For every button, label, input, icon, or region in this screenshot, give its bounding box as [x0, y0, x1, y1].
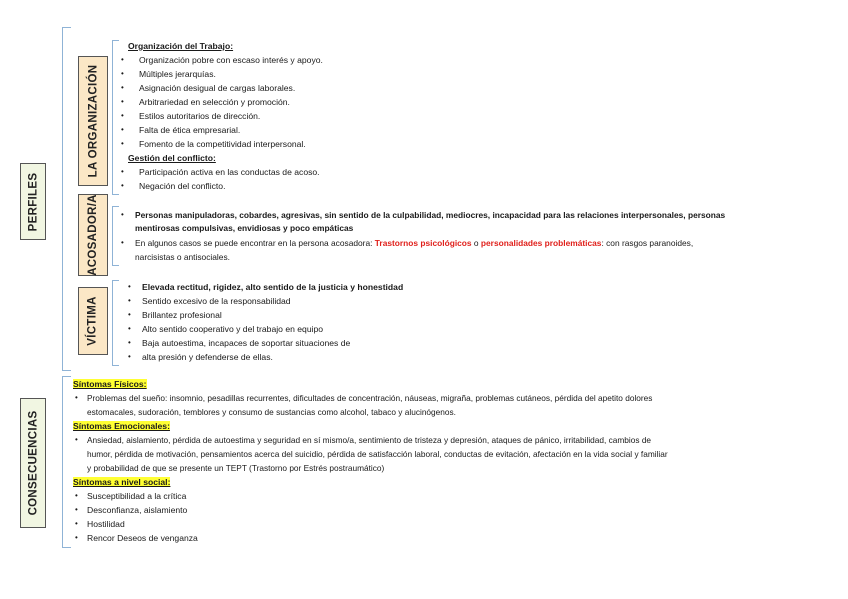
bullet: • [121, 181, 124, 190]
acosador-item-2-post: : con rasgos paranoides, [601, 238, 694, 248]
bullet: • [121, 111, 124, 120]
bullet: • [121, 167, 124, 176]
social-item: Hostilidad [87, 519, 125, 529]
victima-item-continuation: alta presión y defenderse de ellas. [142, 352, 273, 362]
personalidades-problematicas-text: personalidades problemáticas [480, 238, 602, 248]
consecuencias-label: CONSECUENCIAS [27, 410, 40, 516]
organizacion-heading-trabajo: Organización del Trabajo: [128, 41, 234, 51]
emocionales-line3: y probabilidad de que se presente un TEPT (Trastorno por Estrés postraumático) [87, 463, 385, 473]
perfiles-brace [62, 27, 71, 371]
bullet: • [121, 55, 124, 64]
bullet: • [128, 324, 131, 333]
perfiles-box [20, 163, 46, 240]
bullet: • [75, 435, 78, 444]
social-heading-row [73, 476, 170, 490]
bullet: • [121, 97, 124, 106]
fisicos-line2: estomacales, sudoración, temblores y consumo de sustancias como alcohol, tabaco y alucinógenos. [87, 407, 456, 417]
organizacion-item: Arbitrariedad en selección y promoción. [139, 97, 290, 107]
acosador-item-2-line2: narcisistas o antisociales. [135, 252, 230, 262]
acosador-item-2-line1 [135, 237, 693, 251]
victima-item: Brillantez profesional [142, 310, 222, 320]
fisicos-line1: Problemas del sueño: insomnio, pesadillas recurrentes, dificultades de concentración, náuseas, migraña, problemas cutáneos, pérdida del apetito dolores [87, 393, 653, 403]
bullet: • [75, 505, 78, 514]
bullet: • [128, 352, 131, 361]
acosador-item-2-mid: o [471, 238, 481, 248]
bullet: • [75, 393, 78, 402]
organizacion-item: Múltiples jerarquías. [139, 69, 216, 79]
conflicto-item: Negación del conflicto. [139, 181, 226, 191]
bullet: • [75, 533, 78, 542]
bullet: • [128, 310, 131, 319]
bullet: • [128, 282, 131, 291]
perfiles-label: PERFILES [27, 172, 40, 231]
social-item: Susceptibilidad a la crítica [87, 491, 187, 501]
acosador-item-1-line1: Personas manipuladoras, cobardes, agresivas, sin sentido de la culpabilidad, mediocres, incapacidad para las relaciones interpersonales, personas [135, 210, 726, 220]
conflicto-item: Participación activa en las conductas de acoso. [139, 167, 320, 177]
organizacion-heading-conflicto: Gestión del conflicto: [128, 153, 216, 163]
bullet: • [121, 83, 124, 92]
social-heading: Síntomas a nivel social: [73, 477, 171, 487]
victima-label: VÍCTIMA [87, 296, 99, 346]
acosador-item-2-pre: En algunos casos se puede encontrar en la persona acosadora: [135, 238, 375, 248]
organizacion-item: Estilos autoritarios de dirección. [139, 111, 261, 121]
emocionales-heading: Síntomas Emocionales: [73, 421, 170, 431]
bullet: • [121, 238, 124, 247]
acosador-label: ACOSADOR/A [87, 194, 99, 276]
victima-brace [112, 280, 119, 366]
acosador-box [78, 194, 108, 276]
organizacion-item: Asignación desigual de cargas laborales. [139, 83, 296, 93]
bullet: • [128, 338, 131, 347]
social-item: Rencor Deseos de venganza [87, 533, 198, 543]
emocionales-line1: Ansiedad, aislamiento, pérdida de autoestima y seguridad en sí mismo/a, sentimiento de tristeza y depresión, ataques de pánico, irritabilidad, cambios de [87, 435, 652, 445]
victima-item: Alto sentido cooperativo y del trabajo en equipo [142, 324, 324, 334]
organizacion-item: Falta de ética empresarial. [139, 125, 241, 135]
organizacion-item: Fomento de la competitividad interpersonal. [139, 139, 306, 149]
consecuencias-box [20, 398, 46, 528]
organizacion-label: LA ORGANIZACIÓN [87, 64, 99, 178]
trastornos-psicologicos-text: Trastornos psicológicos [374, 238, 472, 248]
bullet: • [75, 491, 78, 500]
bullet: • [75, 519, 78, 528]
acosador-brace [112, 206, 119, 266]
organizacion-box [78, 56, 108, 186]
bullet: • [121, 210, 124, 219]
victima-item-1: Elevada rectitud, rigidez, alto sentido de la justicia y honestidad [142, 282, 404, 292]
consecuencias-brace [62, 376, 71, 548]
bullet: • [128, 296, 131, 305]
fisicos-heading: Síntomas Físicos: [73, 379, 147, 389]
emocionales-line2: humor, pérdida de motivación, pensamientos acerca del suicidio, pérdida de satisfacción laboral, conductas de evitación, afectación en la vida social y familiar [87, 449, 668, 459]
organizacion-brace [112, 40, 119, 195]
acosador-item-1-line2: mentirosas compulsivas, envidiosas y poco empáticas [135, 223, 354, 233]
victima-item: Baja autoestima, incapaces de soportar situaciones de [142, 338, 351, 348]
organizacion-item: Organización pobre con escaso interés y apoyo. [139, 55, 323, 65]
fisicos-heading-row [73, 378, 147, 392]
victima-box [78, 287, 108, 355]
bullet: • [121, 125, 124, 134]
emocionales-heading-row [73, 420, 170, 434]
bullet: • [121, 69, 124, 78]
social-item: Desconfianza, aislamiento [87, 505, 188, 515]
victima-item: Sentido excesivo de la responsabilidad [142, 296, 291, 306]
bullet: • [121, 139, 124, 148]
